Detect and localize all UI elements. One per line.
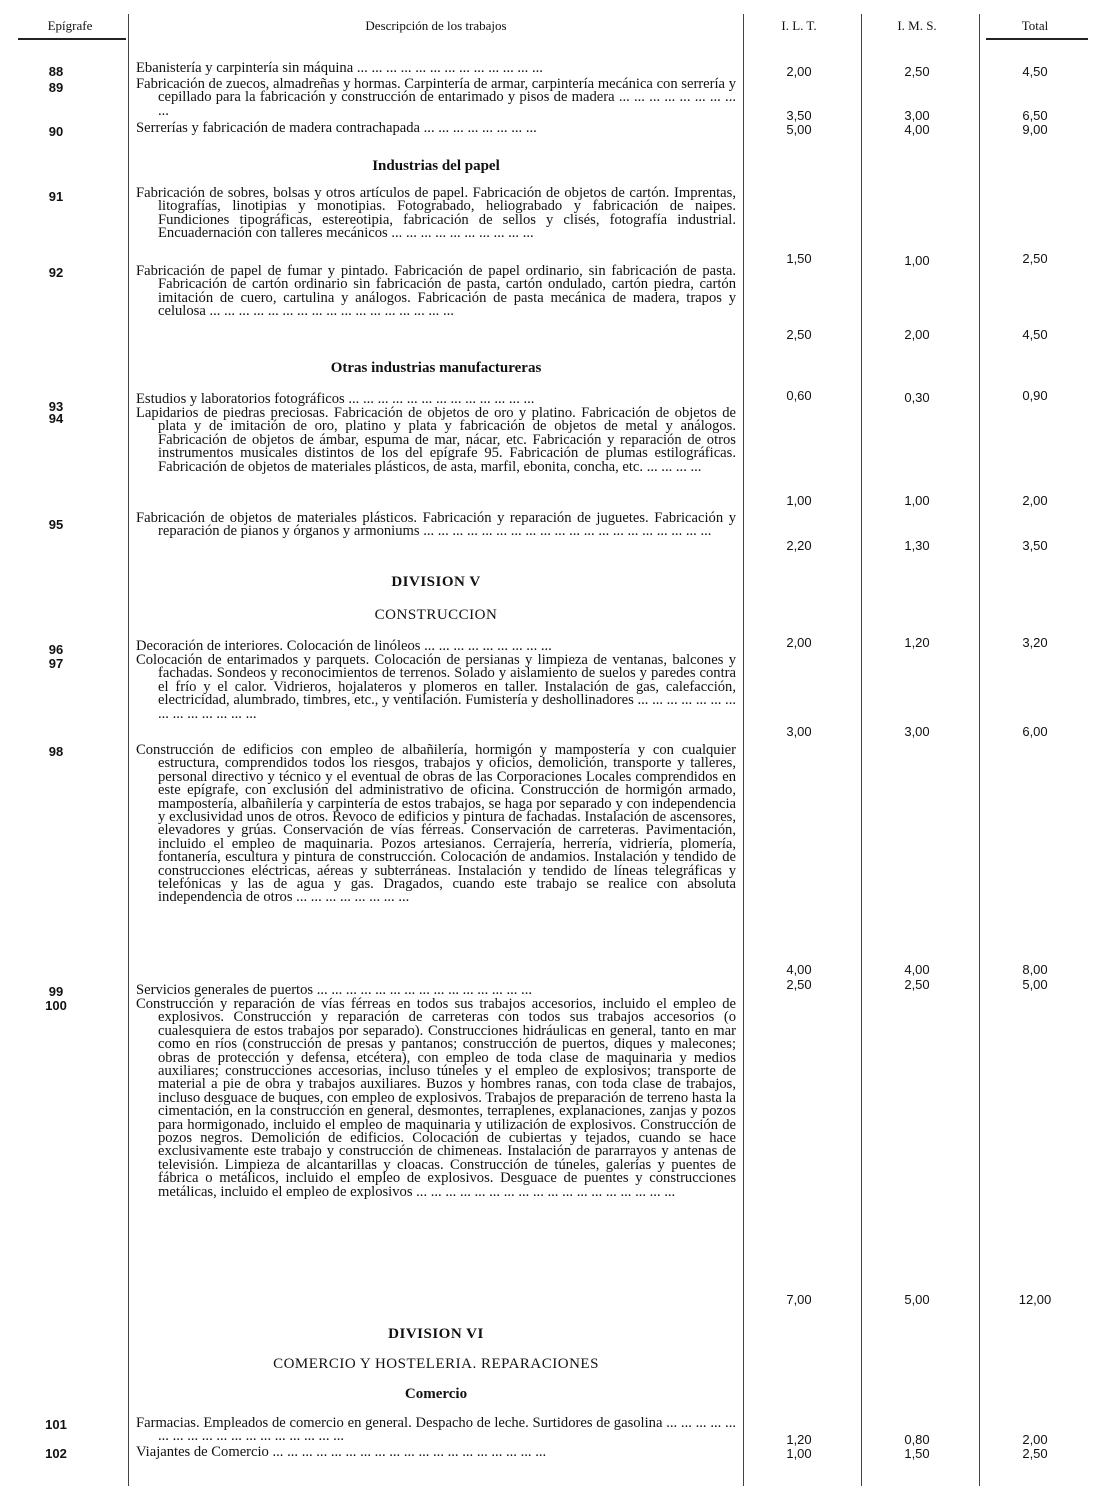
total-value: 3,50 [1022, 538, 1048, 553]
header-ilt: I. L. T. [781, 18, 817, 33]
total-value: 6,50 [1022, 108, 1048, 123]
header-descripcion: Descripción de los trabajos [365, 18, 507, 33]
row-description [136, 744, 736, 905]
ilt-value: 1,00 [786, 493, 812, 508]
section-heading-comercio: Comercio [404, 1386, 468, 1402]
description-text: Fabricación de sobres, bolsas y otros artículos de papel. Fabricación de objetos de cartón. Imprentas, litografías, linotipias y monotipias. Fotograbado, heliograbado y fabricación de naipes. Fundiciones tipográficas, estereotipia, fabricación de sellos y clisés, fotografía industrial. Encuadernación con talleres mecánicos ... ... ... ... ... ... ... ... ... ... [136, 185, 736, 242]
row-description [136, 998, 736, 1199]
description-text: Servicios generales de puertos ... ... ... ... ... ... ... ... ... ... ... ... ... ... ... [136, 982, 532, 998]
epigrafe-number: 97 [48, 656, 64, 671]
ilt-value: 4,00 [786, 962, 812, 977]
total-value: 8,00 [1022, 962, 1048, 977]
ims-value: 0,80 [904, 1432, 930, 1447]
description-text: Estudios y laboratorios fotográficos ... ... ... ... ... ... ... ... ... ... ... ... ... [136, 391, 535, 407]
total-value: 4,50 [1022, 327, 1048, 342]
ilt-value: 2,00 [786, 64, 812, 79]
ilt-value: 3,50 [786, 108, 812, 123]
header-rule [18, 38, 126, 40]
description-text: Colocación de entarimados y parquets. Colocación de persianas y limpieza de ventanas, balcones y fachadas. Sondeos y reconocimientos de terrenos. Solado y aislamiento de suelos y paredes contra el frío y el calor. Vidrieros, hojalateros y plomeros en taller. Instalación de gas, calefacción, electricidad, alumbrado, timbres, etc., y ventilación. Fumistería y deshollinadores ... ... ... ... ... ... ... ... ... ... ... ... ... ... [136, 652, 736, 722]
row-description [136, 78, 736, 118]
ilt-value: 2,00 [786, 635, 812, 650]
row-description [136, 1417, 736, 1444]
ims-value: 1,30 [904, 538, 930, 553]
epigrafe-number: 93 [48, 399, 64, 414]
epigrafe-number: 95 [48, 517, 64, 532]
section-heading-otras: Otras industrias manufactureras [330, 360, 542, 376]
total-value: 4,50 [1022, 64, 1048, 79]
epigrafe-number: 88 [48, 64, 64, 79]
description-text: Ebanistería y carpintería sin máquina ... ... ... ... ... ... ... ... ... ... ... ... ... [136, 60, 543, 76]
ims-value: 1,20 [904, 635, 930, 650]
epigrafe-number: 94 [48, 411, 64, 426]
ims-value: 3,00 [904, 108, 930, 123]
epigrafe-number: 91 [48, 189, 64, 204]
total-value: 2,00 [1022, 493, 1048, 508]
ims-value: 2,00 [904, 327, 930, 342]
section-heading-comercio-hosteleria: COMERCIO Y HOSTELERIA. REPARACIONES [273, 1356, 599, 1372]
column-divider [861, 14, 862, 1486]
total-value: 3,20 [1022, 635, 1048, 650]
total-value: 9,00 [1022, 122, 1048, 137]
ilt-value: 1,50 [786, 251, 812, 266]
ims-value: 0,30 [904, 390, 930, 405]
ims-value: 2,50 [904, 64, 930, 79]
ilt-value: 1,20 [786, 1432, 812, 1447]
description-text: Construcción de edificios con empleo de albañilería, hormigón y mampostería y con cualquier estructura, comprendidos todos los riesgos, trabajos y oficios, demolición, transporte y talleres, personal directivo y técnico y el eventual de obras de las Corporaciones Locales comprendidos en este epígrafe, con exclusión del administrativo de oficina. Construcción de hormigón armado, mampostería, albañilería y carpintería de estos trabajos, se haga por separado y con independencia y exclusividad unos de otros. Revoco de edificios y pintura de fachadas. Instalación de ascensores, elevadores y grúas. Conservación de vías férreas. Conservación de carreteras. Pavimentación, incluido el empleo de maquinaria. Pozos artesianos. Cerrajería, herrería, vidriería, plomería, fontanería, escultura y pintura de construcción. Colocación de andamios. Instalación y tendido de construcciones eléctricas, aéreas y subterráneas. Instalación y tendido de líneas telegráficas y telefónicas y las de agua y gas. Dragados, cuando este trabajo se realice con absoluta independencia de otros ... ... ... ... ... ... ... ... [136, 742, 736, 906]
description-text: Fabricación de papel de fumar y pintado. Fabricación de papel ordinario, sin fabricación de pasta. Fabricación de cartón ordinario sin fabricación de pasta, cartón ondulado, cartón piedra, cartón imitación de cuero, cartulina y análogos. Fabricación de pasta mecánica de madera, trapos y celulosa ... ... ... ... ... ... ... ... ... ... ... ... ... ... ... ... ... [136, 263, 736, 320]
column-divider [979, 14, 980, 1486]
epigrafe-number: 99 [48, 984, 64, 999]
ilt-value: 2,20 [786, 538, 812, 553]
division-heading-v: DIVISION V [391, 574, 481, 590]
epigrafe-number: 101 [45, 1417, 67, 1432]
header-total: Total [1021, 18, 1049, 33]
ims-value: 1,50 [904, 1446, 930, 1461]
ims-value: 4,00 [904, 962, 930, 977]
ims-value: 4,00 [904, 122, 930, 137]
total-value: 6,00 [1022, 724, 1048, 739]
ilt-value: 2,50 [786, 327, 812, 342]
ilt-value: 2,50 [786, 977, 812, 992]
description-text: Serrerías y fabricación de madera contrachapada ... ... ... ... ... ... ... ... [136, 120, 537, 136]
description-text: Decoración de interiores. Colocación de linóleos ... ... ... ... ... ... ... ... ... [136, 638, 552, 654]
header-epigrafe: Epígrafe [47, 18, 93, 33]
description-text: Lapidarios de piedras preciosas. Fabricación de objetos de oro y platino. Fabricación de objetos de plata y de imitación de oro, platino y plata y fabricación de objetos de metal y análogos. Fabricación de objetos de ámbar, espuma de mar, nácar, etc. Fabricación y reparación de otros instrumentos musicales distintos de los del epígrafe 95. Fabricación de plumas estilográficas. Fabricación de objetos de materiales plásticos, de asta, marfil, ebonita, concha, etc. ... ... ... ... [136, 405, 736, 475]
ilt-value: 3,00 [786, 724, 812, 739]
ilt-value: 7,00 [786, 1292, 812, 1307]
section-heading-papel: Industrias del papel [372, 158, 500, 174]
epigrafe-number: 98 [48, 744, 64, 759]
description-text: Fabricación de zuecos, almadreñas y hormas. Carpintería de armar, carpintería mecánica con serrería y cepillado para la fabricación y construcción de entarimado y pisos de madera ... ... ... ... ... ... ... ... ... [136, 76, 736, 119]
column-divider [128, 14, 129, 1486]
epigrafe-number: 102 [45, 1446, 67, 1461]
description-text: Construcción y reparación de vías férreas en todos sus trabajos accesorios, incluido el empleo de explosivos. Construcción y reparación de carreteras con todos sus trabajos accesorios (o cualesquiera de estos trabajos por separado). Construcciones hidráulicas en general, tanto en mar como en ríos (construcción de presas y pantanos; construcción de puertos, diques y malecones; obras de protección y defensa, etcétera), con empleo de toda clase de maquinaria y medios auxiliares; construcciones accesorias, incluso túneles y el empleo de explosivos; transporte de material a pie de obra y trabajos auxiliares. Buzos y hombres ranas, con toda clase de trabajos, incluso desguace de buques, con empleo de explosivos. Trabajos de preparación de terreno hasta la cimentación, en la construcción en general, desmontes, terraplenes, explanaciones, zanjas y pozos para hormigonado, incluido el empleo de maquinaria y utilización de explosivos. Construcción de pozos negros. Demolición de edificios. Colocación de cubiertas y tejados, cuando se hace exclusivamente este trabajo y construcción de chimeneas. Instalación de pararrayos y antenas de televisión. Limpieza de alcantarillas y cloacas. Construcción de túneles, galerías y puentes de fábrica o metálicos, incluido el empleo de explosivos. Desguace de puentes y construcciones metálicas, incluido el empleo de explosivos ... ... ... ... ... ... ... ... ... ... ... ... ... ... ... ... ... ... [136, 996, 736, 1200]
ims-value: 3,00 [904, 724, 930, 739]
ilt-value: 1,00 [786, 1446, 812, 1461]
ilt-value: 5,00 [786, 122, 812, 137]
row-description [136, 407, 736, 474]
ims-value: 5,00 [904, 1292, 930, 1307]
total-value: 2,50 [1022, 1446, 1048, 1461]
total-value: 2,00 [1022, 1432, 1048, 1447]
total-value: 2,50 [1022, 251, 1048, 266]
row-description [136, 122, 736, 135]
description-text: Fabricación de objetos de materiales plásticos. Fabricación y reparación de juguetes. Fabricación y reparación de pianos y órganos y armoniums ... ... ... ... ... ... ... ... ... ... ... ... ... ... ... ... ... ... ... ... [136, 510, 736, 540]
header-rule [986, 38, 1088, 40]
row-description [136, 187, 736, 241]
row-description [136, 1446, 736, 1459]
description-text: Viajantes de Comercio ... ... ... ... ... ... ... ... ... ... ... ... ... ... ... ... ... ... ... [136, 1444, 547, 1460]
row-description [136, 654, 736, 721]
total-value: 12,00 [1018, 1292, 1052, 1307]
ims-value: 2,50 [904, 977, 930, 992]
description-text: Farmacias. Empleados de comercio en general. Despacho de leche. Surtidores de gasolina ... ... ... ... ... ... ... ... ... ... ... ... ... ... ... ... ... ... [136, 1415, 736, 1445]
row-description [136, 62, 736, 75]
epigrafe-number: 90 [48, 124, 64, 139]
ilt-value: 0,60 [786, 388, 812, 403]
total-value: 5,00 [1022, 977, 1048, 992]
ims-value: 1,00 [904, 493, 930, 508]
division-heading-vi: DIVISION VI [388, 1326, 484, 1342]
epigrafe-number: 100 [45, 998, 67, 1013]
epigrafe-number: 96 [48, 642, 64, 657]
ims-value: 1,00 [904, 253, 930, 268]
epigrafe-number: 89 [48, 80, 64, 95]
row-description [136, 265, 736, 319]
epigrafe-number: 92 [48, 265, 64, 280]
section-heading-construccion: CONSTRUCCION [374, 607, 498, 623]
header-ims: I. M. S. [897, 18, 937, 33]
row-description [136, 512, 736, 539]
column-divider [743, 14, 744, 1486]
total-value: 0,90 [1022, 388, 1048, 403]
